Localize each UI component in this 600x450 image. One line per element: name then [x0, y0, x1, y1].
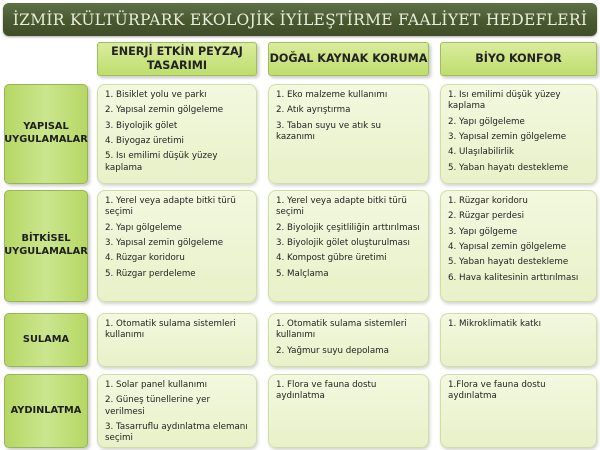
list-item: 2. Atık ayrıştırma	[276, 105, 351, 116]
list-item: 4. Yapısal zemin gölgeleme	[448, 241, 567, 252]
list-item: 1. Mikroklimatik katkı	[448, 319, 541, 329]
list-item: 3. Yapı gölgeme	[448, 226, 518, 237]
list-item: 1. Yerel veya adapte bitki türü seçimi	[276, 196, 407, 218]
list-item: 1. Otomatik sulama sistemleri kullanımı	[276, 319, 407, 341]
cell-planting-energy	[97, 190, 257, 302]
list-item: 1. Rüzgar koridoru	[448, 196, 528, 206]
list-item: 1.Flora ve fauna dostu aydınlatma	[448, 380, 546, 402]
cell-structural-energy	[97, 84, 257, 184]
list-item: 2. Yapısal zemin gölgeleme	[105, 105, 224, 116]
list-item: 1. Bisiklet yolu ve parkı	[105, 90, 207, 100]
list-item: 3. Yapısal zemin gölgeleme	[105, 237, 224, 248]
cell-irrigation-bio-comfort	[440, 313, 597, 367]
column-header-bio-comfort: BİYO KONFOR	[440, 42, 597, 76]
list-item: 1. Flora ve fauna dostu aydınlatma	[276, 380, 377, 402]
list-item: 2. Rüzgar perdesi	[448, 211, 525, 222]
cell-lighting-bio-comfort	[440, 374, 597, 448]
column-header-natural-resource: DOĞAL KAYNAK KORUMA	[268, 42, 429, 76]
list-item: 1. Solar panel kullanımı	[105, 380, 208, 390]
row-header-lighting: AYDINLATMA	[4, 374, 88, 448]
cell-planting-bio-comfort	[440, 190, 597, 302]
list-item: 5. Yaban hayatı destekleme	[448, 162, 569, 173]
row-header-irrigation: SULAMA	[4, 313, 88, 367]
page-title: İZMİR KÜLTÜRPARK EKOLOJİK İYİLEŞTİRME FAALİYET HEDEFLERİ	[3, 3, 597, 36]
list-item: 3. Yapısal zemin gölgeleme	[448, 131, 567, 142]
list-item: 4. Biyogaz üretimi	[105, 135, 184, 146]
list-item: 3. Biyolojik gölet oluşturulması	[276, 237, 410, 248]
list-item: 2. Güneş tünellerine yer verilmesi	[105, 395, 211, 417]
list-item: 2. Yapı gölgeleme	[448, 116, 525, 127]
cell-structural-natural-resource	[268, 84, 429, 184]
list-item: 1. Eko malzeme kullanımı	[276, 90, 388, 100]
cell-structural-bio-comfort	[440, 84, 597, 184]
list-item: 2. Yapı gölgeleme	[105, 222, 182, 233]
list-item: 5. Malçlama	[276, 268, 329, 279]
list-item: 3. Biyolojik gölet	[105, 120, 178, 131]
cell-irrigation-natural-resource	[268, 313, 429, 367]
column-header-energy: ENERJİ ETKİN PEYZAJ TASARIMI	[97, 42, 257, 76]
cell-lighting-natural-resource	[268, 374, 429, 448]
list-item: 6. Hava kalitesinin arttırılması	[448, 272, 579, 283]
list-item: 2. Yağmur suyu depolama	[276, 345, 389, 356]
cell-irrigation-energy	[97, 313, 257, 367]
list-item: 4. Kompost gübre üretimi	[276, 253, 387, 264]
list-item: 3. Taban suyu ve atık su kazanımı	[276, 120, 382, 142]
cell-lighting-energy	[97, 374, 257, 448]
row-header-structural: YAPISAL UYGULAMALAR	[4, 84, 88, 184]
row-header-planting: BİTKİSEL UYGULAMALAR	[4, 190, 88, 302]
list-item: 5. Rüzgar perdeleme	[105, 268, 196, 279]
list-item: 2. Biyolojik çeşitliliğin arttırılması	[276, 222, 420, 233]
list-item: 1. Otomatik sulama sistemleri kullanımı	[105, 319, 236, 341]
list-item: 5. Isı emilimi düşük yüzey kaplama	[105, 151, 218, 173]
list-item: 3. Tasarruflu aydınlatma elemanı seçimi	[105, 421, 248, 444]
list-item: 4. Rüzgar koridoru	[105, 253, 185, 264]
list-item: 1. Isı emilimi düşük yüzey kaplama	[448, 90, 561, 112]
cell-planting-natural-resource	[268, 190, 429, 302]
list-item: 5. Yaban hayatı destekleme	[448, 257, 569, 268]
list-item: 1. Yerel veya adapte bitki türü seçimi	[105, 196, 236, 218]
list-item: 4. Ulaşılabilirlik	[448, 147, 515, 158]
